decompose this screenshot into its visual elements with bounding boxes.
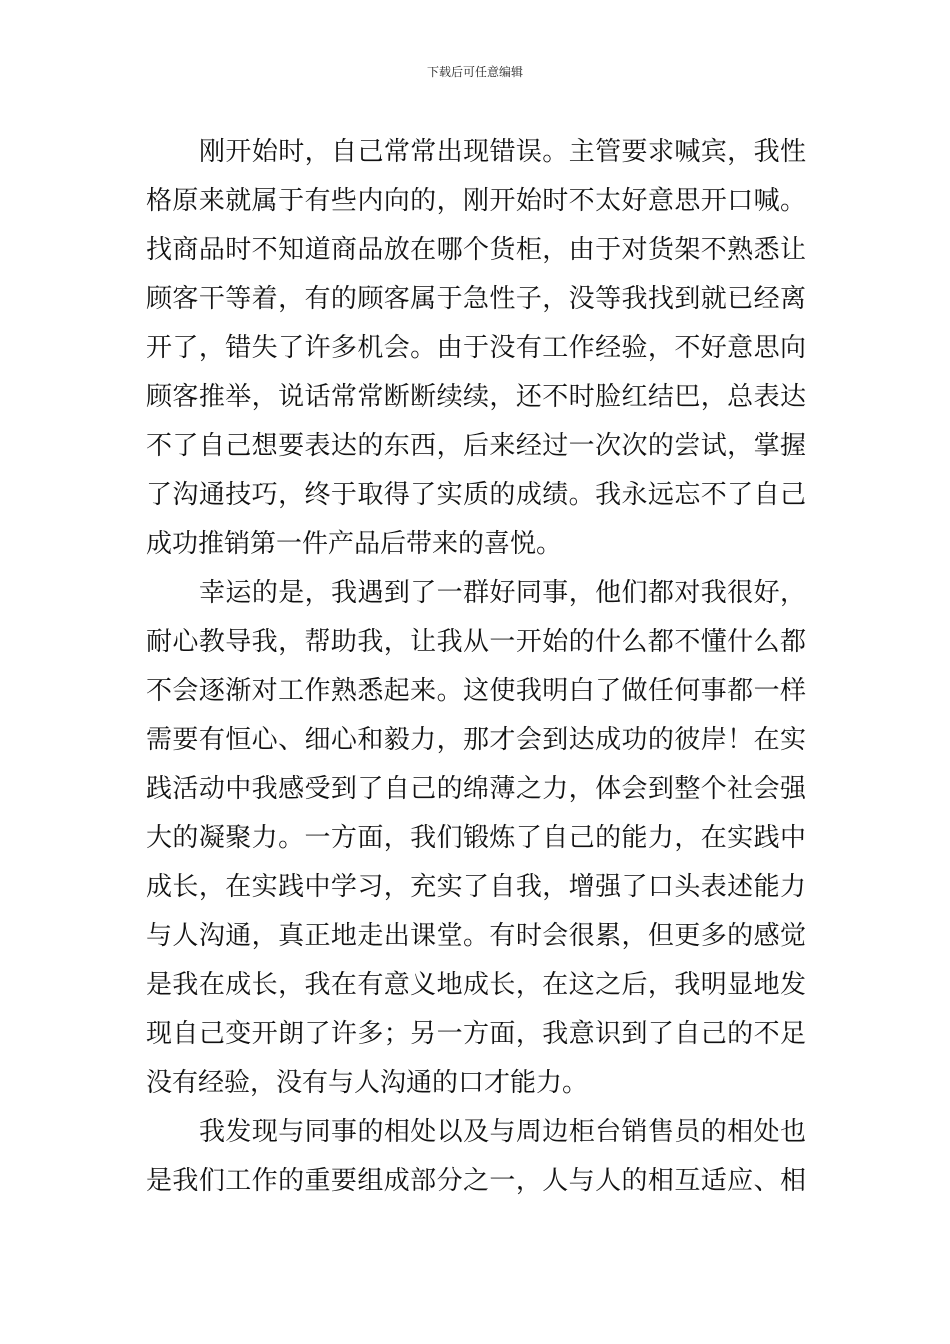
text-line: 顾客干等着，有的顾客属于急性子，没等我找到就已经离 [146,284,806,314]
text-line: 了沟通技巧，终于取得了实质的成绩。我永远忘不了自己 [146,480,806,510]
text-line: 开了，错失了许多机会。由于没有工作经验，不好意思向 [146,333,806,363]
document-body [146,128,806,1206]
text-line: 格原来就属于有些内向的，刚开始时不太好意思开口喊。 [146,186,806,216]
text-line: 找商品时不知道商品放在哪个货柜，由于对货架不熟悉让 [146,235,806,265]
paragraph-1 [146,128,806,569]
text-line: 是我在成长，我在有意义地成长，在这之后，我明显地发 [146,970,806,1000]
text-line: 践活动中我感受到了自己的绵薄之力，体会到整个社会强 [146,774,806,804]
text-line: 成长，在实践中学习，充实了自我，增强了口头表述能力 [146,872,806,902]
page-header: 下载后可任意编辑 [426,65,523,79]
text-line: 与人沟通，真正地走出课堂。有时会很累，但更多的感觉 [146,921,806,951]
text-line: 耐心教导我，帮助我，让我从一开始的什么都不懂什么都 [146,627,806,657]
text-line: 顾客推举，说话常常断断续续，还不时脸红结巴，总表达 [146,382,806,412]
paragraph-2 [146,569,806,1108]
text-line: 不会逐渐对工作熟悉起来。这使我明白了做任何事都一样 [146,676,806,706]
text-line: 我发现与同事的相处以及与周边柜台销售员的相处也 [199,1117,806,1147]
paragraph-3 [146,1108,806,1206]
text-line: 是我们工作的重要组成部分之一，人与人的相互适应、相 [146,1166,806,1196]
text-line: 成功推销第一件产品后带来的喜悦。 [146,529,563,559]
text-line: 不了自己想要表达的东西，后来经过一次次的尝试，掌握 [146,431,806,461]
text-line: 没有经验，没有与人沟通的口才能力。 [146,1068,589,1098]
text-line: 现自己变开朗了许多；另一方面，我意识到了自己的不足 [146,1019,806,1049]
text-line: 刚开始时，自己常常出现错误。主管要求喊宾，我性 [199,137,806,167]
text-line: 大的凝聚力。一方面，我们锻炼了自己的能力，在实践中 [146,823,806,853]
text-line: 幸运的是，我遇到了一群好同事，他们都对我很好， [199,578,806,608]
text-line: 需要有恒心、细心和毅力，那才会到达成功的彼岸！在实 [146,725,806,755]
